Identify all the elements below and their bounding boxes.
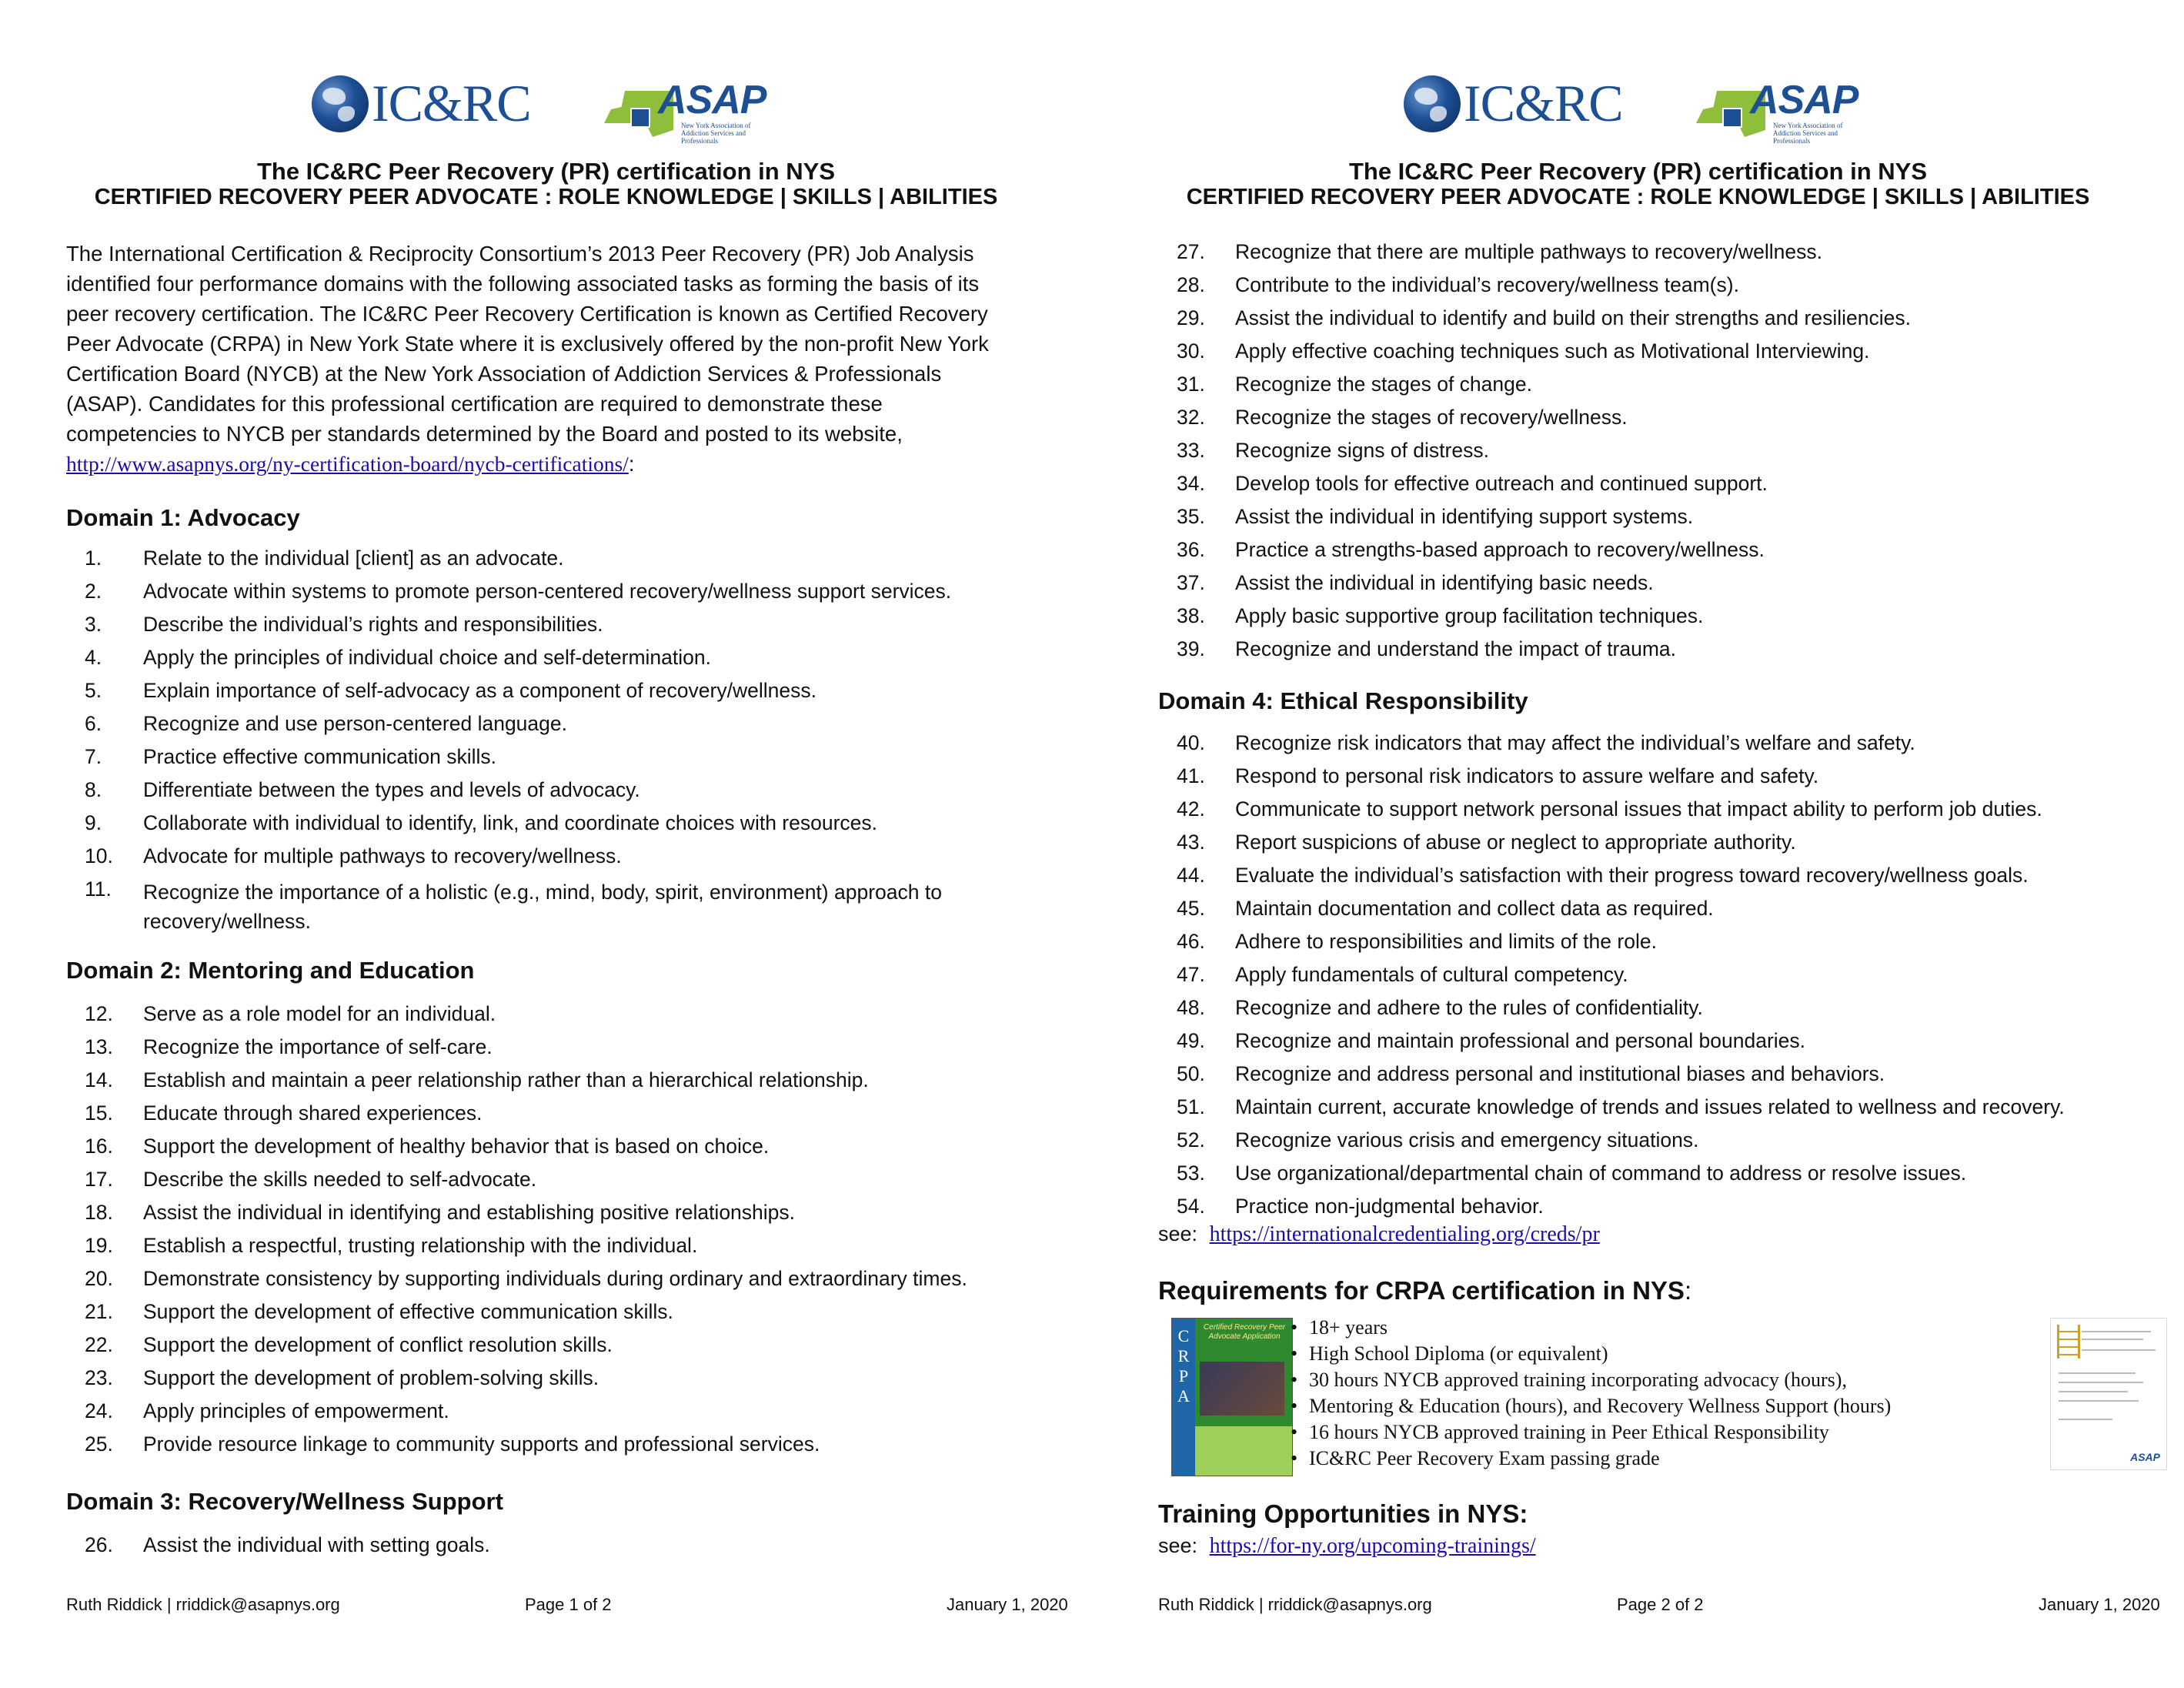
task-number: 13. <box>85 1035 113 1058</box>
icrc-logo <box>1404 73 1623 134</box>
task-text: Assist the individual in identifying support systems. <box>1235 505 1694 528</box>
page-title: The IC&RC Peer Recovery (PR) certification in NYS <box>1348 158 1928 185</box>
task-number: 7. <box>85 745 102 768</box>
icrc-logo-text: IC&RC <box>1464 74 1623 132</box>
see-label: see: <box>1158 1222 1198 1245</box>
task-text: Assist the individual with setting goals. <box>143 1533 490 1556</box>
task-text: Recognize and use person-centered language. <box>143 712 568 735</box>
flyer-text-line <box>2082 1339 2143 1340</box>
task-text: Recognize the stages of recovery/wellness. <box>1235 406 1628 429</box>
task-text: Recognize that there are multiple pathways to recovery/wellness. <box>1235 240 1822 263</box>
task-text: Maintain documentation and collect data as required. <box>1235 897 1714 920</box>
task-text: Advocate within systems to promote person-centered recovery/wellness support services. <box>143 580 952 603</box>
task-number: 30. <box>1177 339 1205 363</box>
task-number: 3. <box>85 613 102 636</box>
task-text: Demonstrate consistency by supporting individuals during ordinary and extraordinary times. <box>143 1267 967 1290</box>
cover-photo <box>1200 1362 1284 1416</box>
task-text: Collaborate with individual to identify, link, and coordinate choices with resources. <box>143 811 878 834</box>
intro-line: Peer Advocate (CRPA) in New York State where it is exclusively offered by the non-profit New York <box>66 332 989 356</box>
flyer-text-line <box>2059 1391 2128 1392</box>
pr-reference <box>1158 1222 1600 1247</box>
task-text: Evaluate the individual’s satisfaction with their progress toward recovery/wellness goals. <box>1235 864 2029 887</box>
flyer-text-line <box>2059 1382 2143 1383</box>
task-text: Educate through shared experiences. <box>143 1101 483 1125</box>
requirement-item: • High School Diploma (or equivalent) <box>1286 1341 1891 1367</box>
flyer-text-line <box>2082 1349 2156 1351</box>
task-number: 8. <box>85 778 102 801</box>
intro-line: The International Certification & Reciprocity Consortium’s 2013 Peer Recovery (PR) Job Analysis <box>66 242 974 266</box>
task-number: 44. <box>1177 864 1205 887</box>
task-number: 37. <box>1177 571 1205 594</box>
task-number: 16. <box>85 1135 113 1158</box>
task-number: 33. <box>1177 439 1205 462</box>
crpa-application-cover-image <box>1171 1318 1293 1476</box>
task-number: 31. <box>1177 373 1205 396</box>
training-reference <box>1158 1534 1536 1559</box>
task-text: Support the development of healthy behavior that is based on choice. <box>143 1135 770 1158</box>
task-number: 39. <box>1177 637 1205 660</box>
footer-author: Ruth Riddick | rriddick@asapnys.org <box>1158 1595 1432 1614</box>
flyer-text-line <box>2082 1331 2151 1332</box>
requirement-item-continuation: • Mentoring & Education (hours), and Recovery Wellness Support (hours) <box>1286 1393 1891 1419</box>
task-number: 11. <box>85 877 112 901</box>
task-number: 34. <box>1177 472 1205 495</box>
asap-logo-subtext: New York Association of Addiction Services and Professionals <box>681 122 751 145</box>
logo-bar <box>1092 73 2184 145</box>
task-number: 47. <box>1177 963 1205 986</box>
seal-icon <box>1722 108 1742 128</box>
task-number: 9. <box>85 811 102 834</box>
task-text: Respond to personal risk indicators to assure welfare and safety. <box>1235 764 1819 787</box>
task-text: Apply effective coaching techniques such as Motivational Interviewing. <box>1235 339 1870 363</box>
task-number: 12. <box>85 1002 113 1025</box>
task-text: Describe the individual’s rights and responsibilities. <box>143 613 603 636</box>
requirements-heading <box>1158 1276 1691 1305</box>
task-number: 28. <box>1177 273 1205 296</box>
task-number: 26. <box>85 1533 113 1556</box>
task-text: Support the development of effective communication skills. <box>143 1300 673 1323</box>
task-number: 38. <box>1177 604 1205 627</box>
requirement-item: • 16 hours NYCB approved training in Peer Ethical Responsibility <box>1286 1419 1891 1446</box>
for-ny-trainings-link[interactable]: https://for-ny.org/upcoming-trainings/ <box>1209 1534 1536 1558</box>
task-text: Assist the individual in identifying and establishing positive relationships. <box>143 1201 796 1224</box>
requirements-list <box>1286 1315 1891 1472</box>
training-heading: Training Opportunities in NYS: <box>1158 1499 1528 1528</box>
task-text: Relate to the individual [client] as an advocate. <box>143 547 564 570</box>
task-text: Practice effective communication skills. <box>143 745 497 768</box>
task-number: 22. <box>85 1333 113 1356</box>
task-number: 27. <box>1177 240 1205 263</box>
task-text: Establish a respectful, trusting relationship with the individual. <box>143 1234 698 1257</box>
task-number: 41. <box>1177 764 1205 787</box>
nycb-certifications-link[interactable]: http://www.asapnys.org/ny-certification-board/nycb-certifications/ <box>66 452 629 476</box>
task-number: 54. <box>1177 1195 1205 1218</box>
peer-recovery-flyer-thumbnail <box>2050 1318 2167 1470</box>
task-number: 49. <box>1177 1029 1205 1052</box>
task-number: 46. <box>1177 930 1205 953</box>
task-number: 19. <box>85 1234 113 1257</box>
requirements-heading-text: Requirements for CRPA certification in NYS <box>1158 1276 1685 1305</box>
asap-logo <box>1696 77 1865 145</box>
task-text: Maintain current, accurate knowledge of trends and issues related to wellness and recovery. <box>1235 1095 2065 1118</box>
task-text: Assist the individual in identifying basic needs. <box>1235 571 1654 594</box>
intro-paragraph <box>66 239 1059 479</box>
task-text: Use organizational/departmental chain of command to address or resolve issues. <box>1235 1162 1967 1185</box>
page-subtitle: CERTIFIED RECOVERY PEER ADVOCATE : ROLE KNOWLEDGE | SKILLS | ABILITIES <box>94 185 998 209</box>
task-text: Recognize the importance of a holistic (e.g., mind, body, spirit, environment) approach to recovery/wellness. <box>143 881 942 933</box>
international-credentialing-link[interactable]: https://internationalcredentialing.org/creds/pr <box>1209 1222 1600 1246</box>
task-text: Recognize various crisis and emergency situations. <box>1235 1128 1699 1152</box>
task-text: Explain importance of self-advocacy as a component of recovery/wellness. <box>143 679 816 702</box>
flyer-text-line <box>2059 1419 2112 1420</box>
task-text: Establish and maintain a peer relationship rather than a hierarchical relationship. <box>143 1068 869 1091</box>
task-text: Practice a strengths-based approach to recovery/wellness. <box>1235 538 1765 561</box>
intro-line: peer recovery certification. The IC&RC Peer Recovery Certification is known as Certified Recovery <box>66 302 988 326</box>
flyer-text-line <box>2059 1372 2136 1374</box>
task-number: 40. <box>1177 731 1205 754</box>
domain-2-heading: Domain 2: Mentoring and Education <box>66 957 475 984</box>
task-number: 1. <box>85 547 102 570</box>
requirement-item: • IC&RC Peer Recovery Exam passing grade <box>1286 1446 1891 1472</box>
page-subtitle: CERTIFIED RECOVERY PEER ADVOCATE : ROLE KNOWLEDGE | SKILLS | ABILITIES <box>1186 185 2090 209</box>
icrc-logo-text: IC&RC <box>372 74 531 132</box>
domain-1-heading: Domain 1: Advocacy <box>66 504 300 531</box>
task-text: Apply the principles of individual choice and self-determination. <box>143 646 712 669</box>
footer-date: January 1, 2020 <box>947 1595 1068 1614</box>
task-text: Recognize and address personal and institutional biases and behaviors. <box>1235 1062 1885 1085</box>
task-number: 10. <box>85 844 113 867</box>
task-text: Recognize risk indicators that may affect the individual’s welfare and safety. <box>1235 731 1915 754</box>
logo-bar <box>0 73 1092 145</box>
task-text: Practice non-judgmental behavior. <box>1235 1195 1544 1218</box>
task-text: Recognize and maintain professional and personal boundaries. <box>1235 1029 1806 1052</box>
domain-3-heading: Domain 3: Recovery/Wellness Support <box>66 1488 503 1515</box>
task-text: Apply basic supportive group facilitation techniques. <box>1235 604 1704 627</box>
asap-logo-text: ASAP <box>1750 78 1858 122</box>
task-text: Adhere to responsibilities and limits of the role. <box>1235 930 1657 953</box>
globe-icon <box>1404 75 1461 132</box>
task-number: 6. <box>85 712 102 735</box>
task-number: 52. <box>1177 1128 1205 1152</box>
task-number: 23. <box>85 1366 113 1389</box>
task-text: Contribute to the individual’s recovery/wellness team(s). <box>1235 273 1739 296</box>
intro-line: competencies to NYCB per standards determined by the Board and posted to its website, <box>66 422 903 446</box>
ladder-icon <box>2057 1325 2080 1359</box>
intro-link-suffix: : <box>628 452 635 476</box>
task-number: 53. <box>1177 1162 1205 1185</box>
task-text: Apply principles of empowerment. <box>143 1399 449 1422</box>
task-text: Report suspicions of abuse or neglect to appropriate authority. <box>1235 831 1796 854</box>
asap-logo-subtext: New York Association of Addiction Services and Professionals <box>1773 122 1843 145</box>
task-text: Support the development of conflict resolution skills. <box>143 1333 613 1356</box>
task-text: Recognize and adhere to the rules of confidentiality. <box>1235 996 1703 1019</box>
task-number: 21. <box>85 1300 113 1323</box>
task-text: Advocate for multiple pathways to recovery/wellness. <box>143 844 622 867</box>
task-text: Differentiate between the types and levels of advocacy. <box>143 778 640 801</box>
flyer-text-line <box>2059 1400 2139 1402</box>
task-number: 35. <box>1177 505 1205 528</box>
seal-icon <box>630 108 650 128</box>
globe-icon <box>312 75 369 132</box>
task-number: 20. <box>85 1267 113 1290</box>
asap-logo-text: ASAP <box>658 78 766 122</box>
task-text: Provide resource linkage to community supports and professional services. <box>143 1432 820 1456</box>
page-2 <box>1092 0 2184 1688</box>
intro-line: identified four performance domains with the following associated tasks as forming the basis of its <box>66 272 980 296</box>
task-number: 29. <box>1177 306 1205 329</box>
intro-line: (ASAP). Candidates for this professional certification are required to demonstrate these <box>66 392 883 416</box>
task-text: Recognize and understand the impact of trauma. <box>1235 637 1677 660</box>
task-text: Recognize the importance of self-care. <box>143 1035 493 1058</box>
task-text: Recognize signs of distress. <box>1235 439 1489 462</box>
task-number: 17. <box>85 1168 113 1191</box>
task-number: 51. <box>1177 1095 1205 1118</box>
cover-title: Certified Recovery Peer Advocate Application <box>1203 1323 1286 1341</box>
task-text: Develop tools for effective outreach and continued support. <box>1235 472 1768 495</box>
task-number: 36. <box>1177 538 1205 561</box>
task-number: 42. <box>1177 797 1205 821</box>
task-number: 24. <box>85 1399 113 1422</box>
page-title: The IC&RC Peer Recovery (PR) certification in NYS <box>256 158 836 185</box>
task-number: 32. <box>1177 406 1205 429</box>
flyer-asap-logo: ASAP <box>2130 1451 2160 1463</box>
task-text: Assist the individual to identify and build on their strengths and resiliencies. <box>1235 306 1911 329</box>
intro-line: Certification Board (NYCB) at the New York Association of Addiction Services & Professionals <box>66 362 942 386</box>
task-number: 18. <box>85 1201 113 1224</box>
task-number: 2. <box>85 580 102 603</box>
task-text: Support the development of problem-solving skills. <box>143 1366 599 1389</box>
icrc-logo <box>312 73 531 134</box>
task-number: 4. <box>85 646 102 669</box>
task-number: 45. <box>1177 897 1205 920</box>
task-number: 5. <box>85 679 102 702</box>
requirements-heading-colon: : <box>1684 1276 1692 1305</box>
see-label: see: <box>1158 1534 1198 1557</box>
footer-date: January 1, 2020 <box>2039 1595 2160 1614</box>
footer-author: Ruth Riddick | rriddick@asapnys.org <box>66 1595 340 1614</box>
footer-page-number: Page 1 of 2 <box>525 1595 612 1614</box>
task-number: 43. <box>1177 831 1205 854</box>
task-number: 25. <box>85 1432 113 1456</box>
task-number: 50. <box>1177 1062 1205 1085</box>
domain-4-heading: Domain 4: Ethical Responsibility <box>1158 687 1528 714</box>
task-number: 15. <box>85 1101 113 1125</box>
task-number: 48. <box>1177 996 1205 1019</box>
footer-page-number: Page 2 of 2 <box>1617 1595 1704 1614</box>
task-text: Communicate to support network personal issues that impact ability to perform job duties. <box>1235 797 2042 821</box>
requirement-item: • 18+ years <box>1286 1315 1891 1341</box>
task-text: Apply fundamentals of cultural competency. <box>1235 963 1628 986</box>
task-text: Recognize the stages of change. <box>1235 373 1532 396</box>
task-number: 14. <box>85 1068 113 1091</box>
task-text: Serve as a role model for an individual. <box>143 1002 496 1025</box>
cover-lower-panel <box>1195 1426 1292 1476</box>
task-text: Describe the skills needed to self-advocate. <box>143 1168 537 1191</box>
asap-logo <box>604 77 773 145</box>
requirement-item: • 30 hours NYCB approved training incorporating advocacy (hours), <box>1286 1367 1891 1393</box>
cover-crpa-letters: C R P A <box>1177 1326 1190 1406</box>
